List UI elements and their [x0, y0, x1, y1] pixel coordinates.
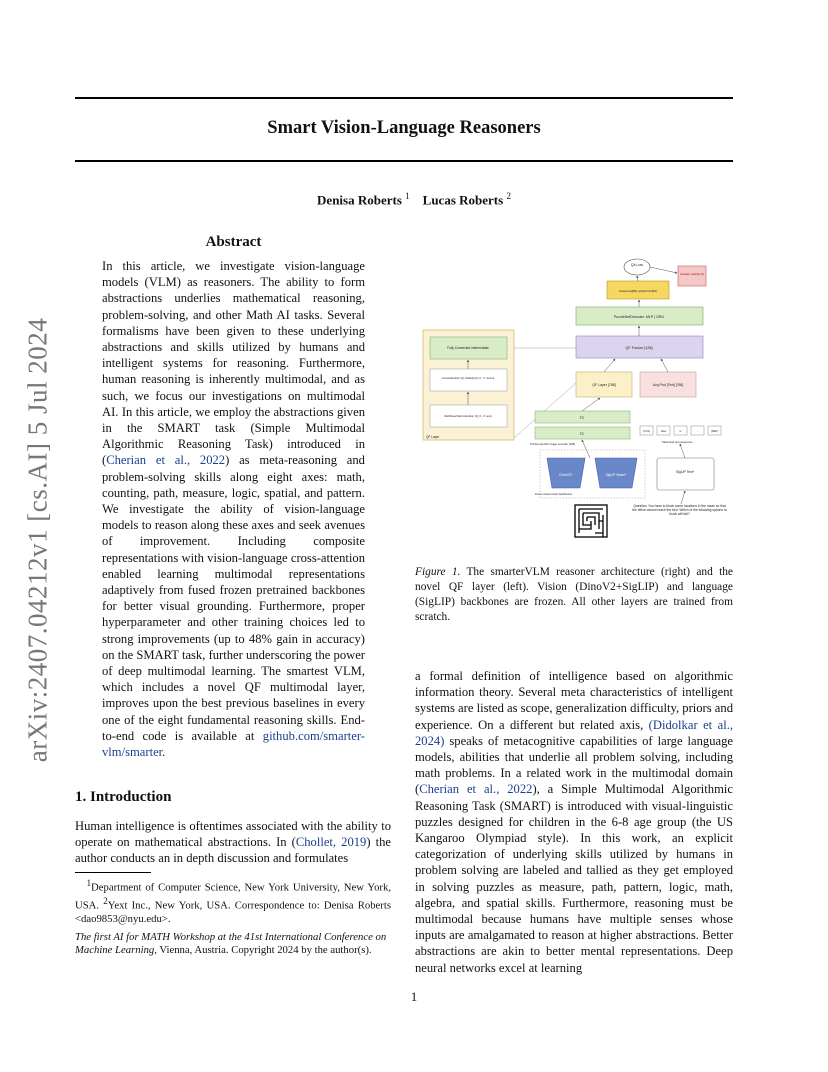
citation-link[interactable]: Cherian et al., 2022	[106, 453, 226, 468]
workshop-rest: , Vienna, Austria. Copyright 2024 by the author(s).	[154, 944, 372, 957]
dino-label: DinoV2*	[559, 473, 573, 477]
mhsa-label: Multihead Self-Attention (Q, K, V: text)	[444, 414, 492, 418]
fc-label: FC	[579, 432, 585, 436]
arxiv-stamp: arXiv:2407.04212v1 [cs.AI] 5 Jul 2024	[22, 317, 53, 763]
footnote-text: Yext Inc., New York, USA. Correspondence to: Denisa Roberts <dao9853@nyu.edu>.	[75, 899, 391, 925]
affiliation-mark: 2	[506, 191, 511, 201]
author-name: Lucas Roberts	[422, 192, 504, 208]
affiliation-mark: 1	[405, 191, 410, 201]
section-heading: 1. Introduction	[75, 789, 172, 805]
qa-loss-label: QA Loss	[630, 263, 644, 267]
footnote-mark: 1	[86, 878, 92, 888]
answer-box	[678, 266, 706, 286]
footnotes	[75, 877, 391, 926]
author-line	[0, 191, 828, 208]
siglip-text-label: SigLIP Text*	[675, 470, 695, 474]
author-name: Denisa Roberts	[317, 192, 402, 208]
caption-text: The smarterVLM reasoner architecture (right) and the novel QF layer (left). Vision (DinoV2+SigLIP) and language (SigLIP) backbones are frozen. All other layers are trained from scratch.	[415, 566, 733, 623]
maze-image	[575, 505, 607, 537]
top-rule	[75, 97, 733, 99]
abstract-text	[102, 258, 365, 760]
qf-layer-panel-label: QF Layer	[426, 435, 440, 439]
question-text-container	[632, 504, 727, 540]
siglip-vision-label: SigLIP Vision*	[605, 473, 627, 477]
text-token: ...	[696, 430, 699, 433]
text-token: How	[660, 430, 667, 433]
text-token-row	[640, 426, 721, 435]
question-text: Question: You have to block some locations in the maze so that the feline cannot reach the bird. Which of the following options to block will fail?	[632, 504, 727, 517]
avg-pool-label: Avg Pool [Text] [768]	[652, 383, 684, 387]
answer-label: Answer (option-5)	[680, 272, 704, 276]
citation-link[interactable]: Chollet, 2019	[295, 835, 367, 850]
page-number: 1	[410, 990, 418, 1004]
text-token: [SEP]	[711, 430, 718, 433]
frozen-backbones-label: Frozen fused vision backbones	[535, 493, 573, 496]
code-link[interactable]: github.com/smarter-vlm/smarter	[102, 728, 365, 760]
intro-text	[75, 818, 391, 867]
workshop-note	[75, 931, 391, 958]
footnote-text: Department of Computer Science, New York University, New York, USA.	[75, 881, 392, 912]
abstract-text-part: ) as meta-reasoning and problem-solving skills along eight axes: math, counting, path, measure, logic, spatial, and pattern. We investigate the ability of vision-language models to reason along these axes and seek avenues of improvement. Including composite representations with vision-language cross-attention enabled learning multimodal representations adaptively from fused frozen pretrained backbones for better visual grounding. Furthermore, proper hyperparameter and other training choices led to strong improvements (up to 48% gain in accuracy) on the SMART task, further underscoring the power of deep multimodal learning. The smartest VLM, which includes a novel QF multimodal layer, improves upon the best previous baselines in every one of the eight fundamental reasoning skills. End-to-end code is available at	[102, 453, 365, 743]
workshop-name: The first AI for MATH Workshop at the 41st International Conference on Machine Learning	[75, 931, 387, 957]
abstract-heading: Abstract	[205, 234, 262, 250]
cross-attention-box	[430, 369, 507, 391]
siglip-text-box	[657, 458, 714, 490]
intro-continued-text: a formal definition of intelligence based on algorithmic information theory. Several meta characteristics of intelligent systems are listed as scope, generalization difficulty, priors and experience. On a different but related axis, (Didolkar et al., 2024) speaks of metacognitive capabilities of large language models, abilities that underlie all problem solving, including math problems. In a related work in the multimodal domain (Cherian et al., 2022), a Simple Multimodal Algorithmic Reasoning Task (SMART) is introduced with visual-linguistic puzzles designed for children in the 6-8 age group (the US Kangaroo Olympiad style). In this work, an explicit categorization of underlying skills utilized by humans in problem solving are labeled and tallied as they get employed in solving puzzles as measure, path, pattern, logic, math, algebra, and spatial skills. Furthermore, reasoning must be multimodal because humans have multiple senses whose inputs are amalgamated to reason at higher abstractions. Better abstractions are akin to better mental representations. Deep neural networks excel at learning	[415, 669, 733, 975]
intro-text-part: ) the author conducts an in depth discussion and formulates	[75, 835, 391, 866]
footnote-rule	[75, 872, 151, 873]
tokenized-label: Tokenized text sequence	[661, 440, 693, 444]
footnote-mark: 2	[103, 895, 108, 906]
figure-caption	[415, 565, 733, 625]
fully-connected-label: Fully Connected Intermediate	[447, 346, 489, 350]
text-token: is	[679, 430, 682, 433]
abstract-text-part: In this article, we investigate vision-language models (VLM) as reasoners. The ability to form abstractions underlies mathematical reasoning, problem-solving, and other Math AI tasks. Several formalisms have been given to these underlying abstractions and skills utilized by humans and intelligent systems for reasoning. Furthermore, human reasoning is inherently multimodal, and as such, we focus our investigations on multimodal AI. In this article, we employ the abstractions given in the SMART task (Simple Multimodal Algorithmic Reasoning Task) introduced in (	[102, 259, 365, 468]
puzzle-encoder-label: Puzzle-specific image encoder [128]	[530, 442, 575, 446]
abstract-text-part: .	[162, 745, 166, 760]
citation-link[interactable]: (Didolkar et al., 2024)	[415, 717, 733, 748]
intro-text-part: Human intelligence is oftentimes associated with the ability to operate on mathematical abstractions. In (	[75, 819, 391, 850]
qa-loss-node	[624, 259, 650, 275]
architecture-diagram	[415, 253, 733, 553]
caption-label: Figure 1.	[415, 566, 461, 578]
qf-fusion-label: QF Fusion [128]	[625, 346, 653, 350]
paper-title: Smart Vision-Language Reasoners	[267, 118, 541, 138]
qf-layer-output-label: QF Layer [768]	[592, 383, 616, 387]
puzzle-decoder-label: PuzzleNetDecoder: MLP | GRU	[613, 315, 665, 319]
architecture-figure	[415, 253, 733, 553]
cross-attention-label: CrossAttention (Q: MHA(text); K, V: vision)	[441, 376, 495, 380]
title-rule	[75, 160, 733, 162]
fc-label: FC	[579, 416, 585, 420]
text-token: [CLS]	[643, 430, 650, 433]
answer-fusion-label: Answer(a[B]x+[C]xFC/GRU)	[618, 289, 658, 293]
citation-link[interactable]: Cherian et al., 2022	[419, 782, 533, 797]
